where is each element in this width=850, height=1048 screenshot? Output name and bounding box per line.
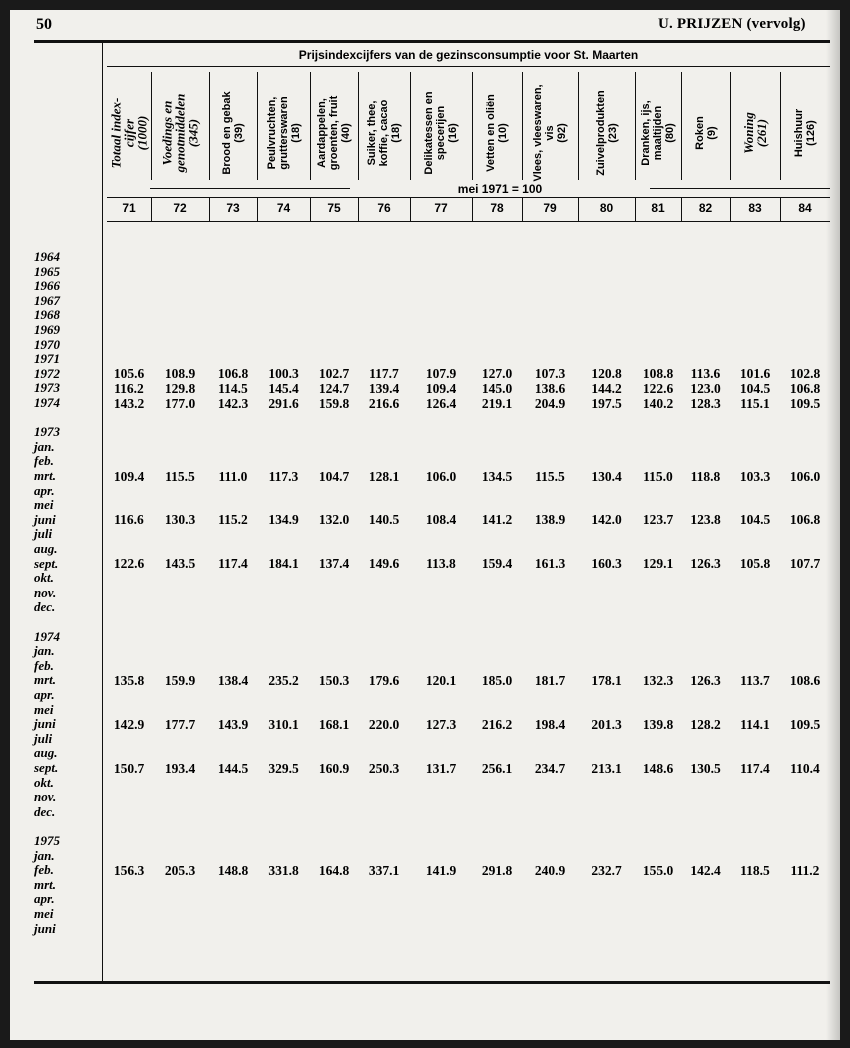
table-cell: 232.7 <box>591 862 622 878</box>
column-separator <box>635 72 636 180</box>
table-cell: 177.0 <box>164 395 196 411</box>
row-label: juli <box>34 526 53 542</box>
table-cell: 114.5 <box>218 380 248 396</box>
row-label: okt. <box>34 570 54 586</box>
column-header-label: Huishuur (126) <box>793 108 817 158</box>
table-cell: 155.0 <box>642 862 674 878</box>
column-header-label: Dranken, ijs, maaltijden (80) <box>640 100 676 166</box>
table-cell: 329.5 <box>268 760 299 776</box>
table-cell: 177.7 <box>164 716 196 732</box>
row-label: mrt. <box>34 672 57 688</box>
table-cell: 168.1 <box>318 716 350 732</box>
table-cell: 117.7 <box>369 366 399 382</box>
table-cell: 113.8 <box>426 556 456 572</box>
table-cell: 109.5 <box>789 395 821 411</box>
table-cell: 216.6 <box>368 395 400 411</box>
row-label: mei <box>34 701 54 717</box>
column-number: 80 <box>599 201 614 215</box>
row-label: 1969 <box>34 322 60 337</box>
table-cell: 100.3 <box>268 366 299 382</box>
table-cell: 117.3 <box>268 468 299 484</box>
table-cell: 116.6 <box>114 512 144 528</box>
table-cell: 141.2 <box>481 512 513 528</box>
row-label: 1974 <box>34 395 60 410</box>
table-cell: 115.5 <box>165 468 195 484</box>
table-cell: 126.4 <box>425 395 457 411</box>
table-cell: 160.3 <box>591 556 622 572</box>
table-cell: 115.5 <box>535 468 565 484</box>
row-label: jan. <box>34 847 55 863</box>
table-cell: 124.7 <box>318 380 350 396</box>
table-cell: 139.4 <box>368 380 400 396</box>
row-label: sept. <box>34 760 59 775</box>
column-header <box>635 72 681 194</box>
column-separator <box>730 72 731 180</box>
table-cell: 115.2 <box>218 512 248 528</box>
table-cell: 130.4 <box>591 468 622 484</box>
column-separator <box>522 72 523 180</box>
row-label: 1974 <box>34 628 60 644</box>
column-header <box>257 72 310 194</box>
table-cell: 201.3 <box>591 716 622 732</box>
row-label: 1966 <box>34 278 60 294</box>
number-separator <box>635 198 636 221</box>
base-note: mei 1971 = 100 <box>457 182 543 196</box>
table-cell: 142.9 <box>113 716 145 732</box>
table-cell: 141.9 <box>425 862 457 878</box>
row-label: juni <box>34 511 56 527</box>
row-label: mrt. <box>34 876 57 892</box>
table-cell: 130.3 <box>164 512 196 528</box>
row-label: 1973 <box>34 424 60 440</box>
row-label: jan. <box>34 643 55 659</box>
column-separator <box>310 72 311 180</box>
column-separator <box>472 72 473 180</box>
column-number: 77 <box>434 201 448 215</box>
table-cell: 159.4 <box>481 556 513 572</box>
row-label: juni <box>34 920 56 936</box>
row-label: juli <box>34 730 53 746</box>
column-header <box>681 72 730 194</box>
table-cell: 179.6 <box>368 672 400 688</box>
top-rule <box>34 40 830 43</box>
table-cell: 109.4 <box>425 380 457 396</box>
table-cell: 150.3 <box>318 672 350 688</box>
number-rule-top <box>107 197 830 198</box>
number-separator <box>472 198 473 221</box>
table-cell: 204.9 <box>534 395 566 411</box>
table-cell: 331.8 <box>268 862 299 878</box>
table-cell: 128.1 <box>368 468 400 484</box>
table-cell: 104.7 <box>318 468 350 484</box>
column-header-label: Vetten en oliën (10) <box>485 94 509 172</box>
table-cell: 118.8 <box>690 468 721 484</box>
table-cell: 156.3 <box>113 862 145 878</box>
table-cell: 184.1 <box>268 556 299 572</box>
table-cell: 250.3 <box>368 760 400 776</box>
table-cell: 159.9 <box>164 672 196 688</box>
number-separator <box>358 198 359 221</box>
table-cell: 105.8 <box>739 556 771 572</box>
table-cell: 234.7 <box>534 760 566 776</box>
column-number: 78 <box>490 201 504 215</box>
table-cell: 108.8 <box>642 366 674 382</box>
column-number: 73 <box>226 201 240 215</box>
table-cell: 115.0 <box>643 468 673 484</box>
table-cell: 219.1 <box>481 395 513 411</box>
row-label: 1971 <box>34 351 60 367</box>
table-cell: 117.4 <box>740 760 770 776</box>
bottom-rule <box>34 981 830 984</box>
column-header-label: Woning (261) <box>741 112 769 154</box>
row-label: okt. <box>34 774 54 790</box>
title-rule <box>107 66 830 67</box>
row-label: mrt. <box>34 468 57 483</box>
table-cell: 137.4 <box>318 556 350 572</box>
column-separator <box>410 72 411 180</box>
column-number: 82 <box>698 201 713 215</box>
table-cell: 120.1 <box>425 672 457 688</box>
row-label: apr. <box>34 482 55 498</box>
table-cell: 108.4 <box>425 512 457 528</box>
table-cell: 129.8 <box>164 380 196 396</box>
row-label: apr. <box>34 687 55 702</box>
number-separator <box>522 198 523 221</box>
table-cell: 138.4 <box>217 672 249 688</box>
table-cell: 220.0 <box>368 716 400 732</box>
table-cell: 143.2 <box>113 395 145 411</box>
table-cell: 109.4 <box>113 468 145 484</box>
table-cell: 130.5 <box>690 760 721 776</box>
column-header <box>472 72 522 194</box>
table-cell: 144.2 <box>591 380 622 396</box>
column-header <box>310 72 358 194</box>
column-header-label: Brood en gebak (39) <box>221 91 245 175</box>
table-cell: 140.5 <box>368 512 400 528</box>
column-separator <box>151 72 152 180</box>
stub-rule <box>102 40 103 983</box>
row-label: 1975 <box>34 833 60 848</box>
number-separator <box>209 198 210 221</box>
table-cell: 216.2 <box>481 716 513 732</box>
number-separator <box>410 198 411 221</box>
table-cell: 142.4 <box>690 862 721 878</box>
running-title: U. PRIJZEN (vervolg) <box>658 16 806 32</box>
table-cell: 205.3 <box>164 862 196 878</box>
row-label: 1972 <box>34 365 60 381</box>
table-cell: 123.8 <box>690 512 721 528</box>
table-cell: 291.6 <box>268 395 299 411</box>
column-number: 79 <box>543 201 557 215</box>
column-separator <box>257 72 258 180</box>
column-number: 83 <box>748 201 762 215</box>
table-cell: 142.3 <box>217 395 249 411</box>
table-cell: 129.1 <box>642 556 674 572</box>
number-separator <box>730 198 731 221</box>
column-header-label: Roken (9) <box>693 116 718 150</box>
table-cell: 117.4 <box>218 556 248 572</box>
table-cell: 142.0 <box>591 512 622 528</box>
row-label: juni <box>34 716 56 732</box>
column-header <box>151 72 209 194</box>
column-number: 75 <box>327 201 341 215</box>
table-cell: 107.9 <box>425 366 457 382</box>
column-header-label: Peulvruchten, grutterswaren (18) <box>265 96 302 170</box>
column-header-label: Vlees, vleeswaren, vis (92) <box>532 84 568 182</box>
table-cell: 148.6 <box>642 760 674 776</box>
table-cell: 102.8 <box>789 366 821 382</box>
table-cell: 291.8 <box>481 862 513 878</box>
table-cell: 181.7 <box>534 672 566 688</box>
table-cell: 104.5 <box>739 380 771 396</box>
table-cell: 128.2 <box>690 716 721 732</box>
table-cell: 108.9 <box>164 366 196 382</box>
table-cell: 106.0 <box>789 468 821 484</box>
table-cell: 122.6 <box>113 556 145 572</box>
table-cell: 111.0 <box>218 468 248 484</box>
table-cell: 111.2 <box>790 862 820 878</box>
table-cell: 101.6 <box>739 366 771 382</box>
column-separator <box>780 72 781 180</box>
row-label: aug. <box>34 745 58 761</box>
table-cell: 109.5 <box>789 716 821 732</box>
table-cell: 198.4 <box>534 716 566 732</box>
table-cell: 126.3 <box>690 672 721 688</box>
row-label: feb. <box>34 453 54 469</box>
table-cell: 132.0 <box>318 512 350 528</box>
column-number: 74 <box>276 201 291 215</box>
table-cell: 131.7 <box>425 760 457 776</box>
table-cell: 138.6 <box>534 380 566 396</box>
table-cell: 115.1 <box>740 395 770 411</box>
number-separator <box>257 198 258 221</box>
table-title: Prijsindexcijfers van de gezinsconsumptie voor St. Maarten <box>298 48 639 62</box>
table-cell: 103.3 <box>739 468 771 484</box>
row-label: 1968 <box>34 307 60 323</box>
table-cell: 106.8 <box>789 512 821 528</box>
row-label: nov. <box>34 789 57 805</box>
table-cell: 114.1 <box>740 716 770 732</box>
column-header-label: Suiker, thee, koffie, cacao (18) <box>366 99 402 167</box>
page-edge-shadow <box>826 10 840 1040</box>
column-header <box>780 72 830 194</box>
table-cell: 143.9 <box>217 716 249 732</box>
header-bottom-rule <box>107 221 830 222</box>
table-cell: 128.3 <box>690 395 721 411</box>
table-cell: 106.8 <box>217 366 249 382</box>
column-header <box>209 72 257 194</box>
table-cell: 145.0 <box>481 380 513 396</box>
number-separator <box>780 198 781 221</box>
table-cell: 116.2 <box>114 380 144 396</box>
table-cell: 135.8 <box>113 672 145 688</box>
table-cell: 148.8 <box>217 862 249 878</box>
table-cell: 138.9 <box>534 512 566 528</box>
column-header <box>358 72 410 194</box>
table-cell: 164.8 <box>318 862 350 878</box>
table-cell: 134.5 <box>481 468 513 484</box>
table-cell: 145.4 <box>268 380 299 396</box>
number-separator <box>310 198 311 221</box>
table-cell: 240.9 <box>534 862 566 878</box>
row-label: 1964 <box>34 249 60 264</box>
table-cell: 149.6 <box>368 556 400 572</box>
row-label: 1965 <box>34 263 60 279</box>
table-cell: 107.7 <box>789 556 821 572</box>
column-header-label: Zuivelprodukten (23) <box>594 90 619 176</box>
column-separator <box>578 72 579 180</box>
page-number: 50 <box>36 16 52 33</box>
table-cell: 140.2 <box>642 395 674 411</box>
table-cell: 118.5 <box>740 862 770 878</box>
number-separator <box>578 198 579 221</box>
column-number: 71 <box>122 201 136 215</box>
table-cell: 193.4 <box>164 760 196 776</box>
table-cell: 123.0 <box>690 380 721 396</box>
table-cell: 144.5 <box>217 760 249 776</box>
table-cell: 310.1 <box>268 716 299 732</box>
table-cell: 113.7 <box>740 672 770 688</box>
table-cell: 120.8 <box>591 366 622 382</box>
column-header-label: Delikatessen en specerijen (16) <box>423 91 459 175</box>
table-cell: 106.8 <box>789 380 821 396</box>
column-header <box>410 72 472 194</box>
row-label: dec. <box>34 599 56 615</box>
table-cell: 104.5 <box>739 512 771 528</box>
column-separator <box>209 72 210 180</box>
row-label: 1970 <box>34 336 60 352</box>
table-cell: 160.9 <box>318 760 350 776</box>
column-header <box>107 72 151 194</box>
table-cell: 107.3 <box>534 366 566 382</box>
row-label: dec. <box>34 803 56 819</box>
row-label: 1967 <box>34 292 60 308</box>
table-cell: 102.7 <box>318 366 350 382</box>
row-label: sept. <box>34 555 59 571</box>
table-cell: 213.1 <box>591 760 622 776</box>
table-cell: 122.6 <box>642 380 674 396</box>
number-separator <box>151 198 152 221</box>
column-header-label: Voedings en genotmiddelen (345) <box>159 93 201 173</box>
number-separator <box>681 198 682 221</box>
table-cell: 150.7 <box>113 760 145 776</box>
table-cell: 132.3 <box>642 672 674 688</box>
table-cell: 106.0 <box>425 468 457 484</box>
row-label: apr. <box>34 891 55 907</box>
column-header-label: Aardappelen, groenten, fruit (40) <box>316 95 352 171</box>
page <box>10 10 840 1040</box>
table-cell: 161.3 <box>534 556 566 572</box>
column-header <box>522 72 578 194</box>
table-cell: 134.9 <box>268 512 299 528</box>
table-cell: 159.8 <box>318 395 350 411</box>
row-label: mei <box>34 906 54 921</box>
table-cell: 143.5 <box>164 556 196 572</box>
table-cell: 110.4 <box>790 760 820 776</box>
column-number: 81 <box>651 201 665 215</box>
column-separator <box>358 72 359 180</box>
row-label: 1973 <box>34 380 60 396</box>
table-cell: 235.2 <box>268 672 299 688</box>
table-cell: 127.0 <box>481 366 513 382</box>
row-label: feb. <box>34 657 54 673</box>
table-cell: 105.6 <box>113 366 145 382</box>
table-cell: 139.8 <box>642 716 674 732</box>
table-cell: 197.5 <box>591 395 622 411</box>
table-cell: 185.0 <box>481 672 513 688</box>
table-cell: 108.6 <box>789 672 821 688</box>
column-number: 76 <box>377 201 391 215</box>
column-number: 72 <box>173 201 187 215</box>
row-label: jan. <box>34 438 55 454</box>
column-header <box>578 72 635 194</box>
row-label: nov. <box>34 584 57 600</box>
table-cell: 127.3 <box>425 716 457 732</box>
column-header <box>730 72 780 194</box>
table-cell: 123.7 <box>642 512 674 528</box>
table-cell: 126.3 <box>690 556 721 572</box>
row-label: aug. <box>34 541 58 556</box>
column-header-label: Totaal index- cijfer (1000) <box>108 97 150 169</box>
table-cell: 256.1 <box>481 760 513 776</box>
column-separator <box>681 72 682 180</box>
column-number: 84 <box>798 201 812 215</box>
table-cell: 337.1 <box>368 862 400 878</box>
table-cell: 178.1 <box>591 672 622 688</box>
table-cell: 113.6 <box>690 366 721 382</box>
row-label: feb. <box>34 862 54 878</box>
row-label: mei <box>34 497 54 513</box>
